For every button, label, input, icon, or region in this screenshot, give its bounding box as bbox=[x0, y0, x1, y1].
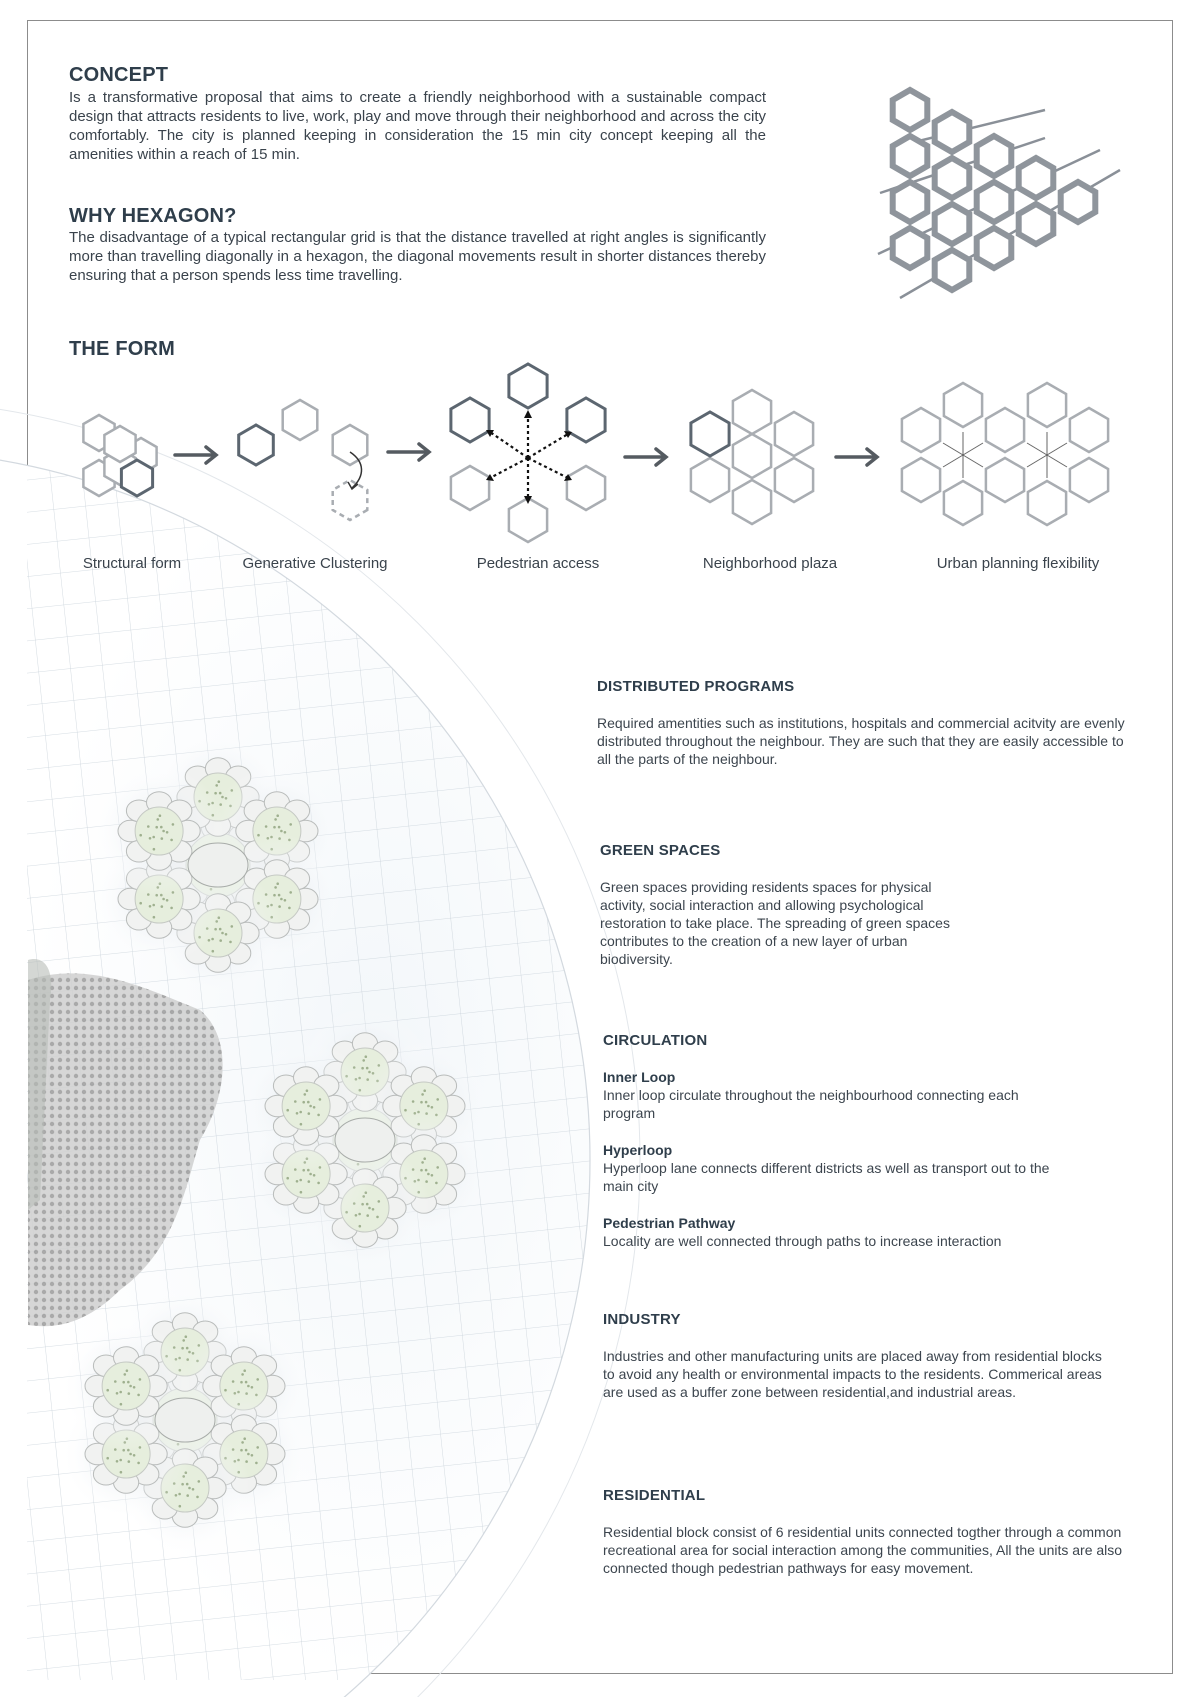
hexagon-shape bbox=[944, 481, 982, 525]
hexagon-shape bbox=[733, 480, 771, 524]
hyperloop-title: Hyperloop bbox=[603, 1142, 673, 1158]
circulation-title: CIRCULATION bbox=[603, 1032, 708, 1049]
concept-text: Is a transformative proposal that aims to create a friendly neighborhood with a sustainable compact design that attracts residents to live, work, play and move through their neighborhood and across the city comfortably. The city is planned keeping in consideration the 15 min city concept keeping all the amenities within a reach of 15 min. bbox=[69, 89, 766, 163]
pedestrian-pathway-text: Locality are well connected through paths to increase interaction bbox=[603, 1233, 1002, 1249]
grid-hexagon bbox=[893, 182, 928, 222]
inner-loop-title: Inner Loop bbox=[603, 1069, 676, 1085]
hexagon-shape bbox=[451, 466, 489, 510]
distributed-programs-title: DISTRIBUTED PROGRAMS bbox=[597, 678, 795, 695]
caption-generative-clustering: Generative Clustering bbox=[242, 555, 388, 572]
green-spaces-text: Green spaces providing residents spaces for physical activity, social interaction and allowing psychological restoration to take place. The spreading of green spaces contributes to the creation of a new layer of urban biodiversity. bbox=[600, 879, 950, 967]
hexagon-shape bbox=[733, 390, 771, 434]
hexagon-shape bbox=[986, 458, 1024, 502]
grid-hexagon bbox=[893, 90, 928, 130]
form-diagrams bbox=[0, 350, 1200, 550]
caption-neighborhood-plaza: Neighborhood plaza bbox=[702, 555, 838, 572]
hexagon-shape bbox=[567, 398, 605, 442]
hexagon-shape bbox=[944, 383, 982, 427]
concept-title: CONCEPT bbox=[69, 64, 169, 86]
pedestrian-pathway-title: Pedestrian Pathway bbox=[603, 1215, 736, 1231]
hexagon-shape bbox=[509, 498, 547, 542]
hexagon-shape bbox=[509, 364, 547, 408]
hexagon-shape bbox=[986, 408, 1024, 452]
circulation-hyperloop bbox=[603, 1141, 1053, 1195]
hexagon-shape bbox=[691, 412, 729, 456]
hexagon-shape bbox=[733, 434, 771, 478]
residential-title: RESIDENTIAL bbox=[603, 1487, 706, 1504]
grid-hexagon bbox=[935, 158, 970, 198]
inner-loop-text: Inner loop circulate throughout the neighbourhood connecting each program bbox=[603, 1087, 1019, 1121]
hexagon-shape bbox=[902, 408, 940, 452]
grid-hexagon bbox=[935, 112, 970, 152]
hexagon-shape bbox=[691, 458, 729, 502]
hexagon-shape bbox=[1028, 383, 1066, 427]
grid-hexagon bbox=[893, 136, 928, 176]
hexagon-shape bbox=[283, 400, 318, 440]
hexagon-shape bbox=[121, 460, 152, 496]
hexagon-shape bbox=[1070, 458, 1108, 502]
hexagon-shape bbox=[902, 458, 940, 502]
hexagon-shape bbox=[239, 425, 274, 465]
hexagon-shape bbox=[1028, 481, 1066, 525]
industry-text: Industries and other manufacturing units are placed away from residential blocks to avoid any health or environmental impacts to the residents. Commerical areas are used as a buffer zone between residential,and industrial areas. bbox=[603, 1348, 1102, 1400]
plaza bbox=[155, 1398, 215, 1442]
grid-hexagon bbox=[1019, 204, 1054, 244]
hexagon-shape bbox=[775, 412, 813, 456]
industry-title: INDUSTRY bbox=[603, 1311, 681, 1328]
plaza bbox=[335, 1118, 395, 1162]
hyperloop-text: Hyperloop lane connects different districts as well as transport out to the main city bbox=[603, 1160, 1050, 1194]
why-hexagon-text: The disadvantage of a typical rectangular grid is that the distance travelled at right angles is significantly more than travelling diagonally in a hexagon, the diagonal movements result in shorter distances thereby ensuring that a person spends less time travelling. bbox=[69, 229, 766, 284]
circulation-inner-loop bbox=[603, 1068, 1033, 1122]
grid-hexagon bbox=[1061, 182, 1096, 222]
caption-urban-planning-flexibility: Urban planning flexibility bbox=[936, 555, 1100, 572]
green-spaces-title: GREEN SPACES bbox=[600, 842, 721, 859]
plaza bbox=[188, 843, 248, 887]
grid-hexagon bbox=[935, 204, 970, 244]
why-hexagon-title: WHY HEXAGON? bbox=[69, 205, 237, 227]
hexagon-shape bbox=[333, 425, 368, 465]
hexagon-shape bbox=[775, 458, 813, 502]
grid-hexagon bbox=[977, 136, 1012, 176]
circulation-pedestrian-pathway bbox=[603, 1214, 1083, 1250]
grid-hexagon bbox=[893, 228, 928, 268]
caption-pedestrian-access: Pedestrian access bbox=[476, 555, 600, 572]
hexagon-shape bbox=[451, 398, 489, 442]
distributed-programs-text: Required amentities such as institutions, hospitals and commercial acitvity are evenly distributed throughout the neighbour. They are such that they are easily accessible to all the parts of the neighbour. bbox=[597, 715, 1125, 767]
hexagon-grid-diagram bbox=[860, 78, 1130, 308]
caption-structural-form: Structural form bbox=[82, 555, 182, 572]
hexagon-shape bbox=[567, 466, 605, 510]
grid-hexagon bbox=[977, 228, 1012, 268]
residential-text: Residential block consist of 6 residential units connected togther through a common recreational area for social interaction among the communities, All the units are also connected though pedestrian pathways for easy movement. bbox=[603, 1524, 1123, 1576]
the-form-title: THE FORM bbox=[69, 338, 176, 360]
grid-hexagon bbox=[935, 250, 970, 290]
hexagon-shape bbox=[1070, 408, 1108, 452]
hexagon-shape bbox=[104, 426, 135, 462]
grid-hexagon bbox=[1019, 158, 1054, 198]
grid-hexagon bbox=[977, 182, 1012, 222]
